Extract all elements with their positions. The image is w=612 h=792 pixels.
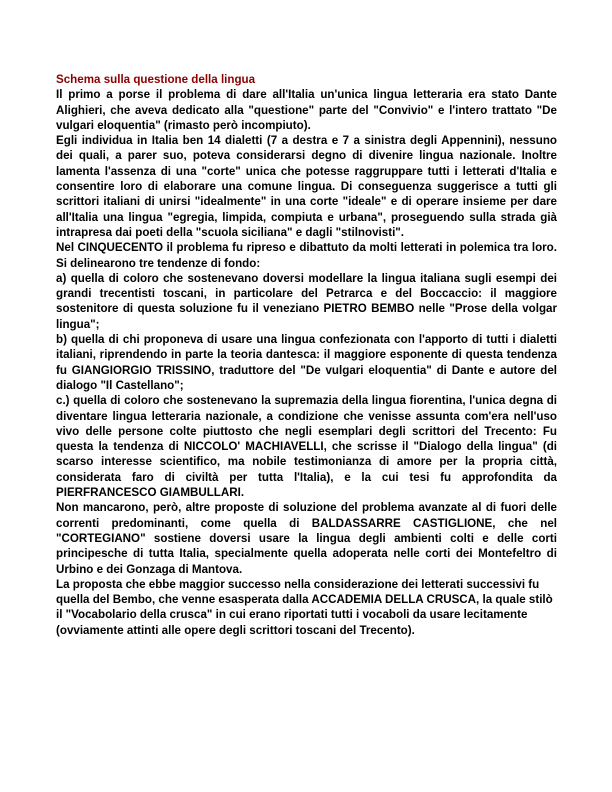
paragraph-castiglione: Non mancarono, però, altre proposte di soluzione del problema avanzate al di fuori delle correnti predominanti, come quella di BALDASSARRE CASTIGLIONE, che nel "CORTEGIANO" sostiene doversi usare la lingua degli ambienti colti e delle corti principesche di tutta Italia, specialmente quella adoperata nelle corti dei Montefeltro di Urbino e dei Gonzaga di Mantova. xyxy=(56,501,557,576)
paragraph-cinquecento: Nel CINQUECENTO il problema fu ripreso e dibattuto da molti letterati in polemica tra loro. Si delinearono tre tendenze di fondo: xyxy=(56,241,557,270)
paragraph-tendenza-c: c.) quella di coloro che sostenevano la supremazia della lingua fiorentina, l'unica degna di diventare lingua letteraria nazionale, a condizione che venisse assunta com'era nell'uso vivo delle persone colte piuttosto che negli esemplari degli scrittori del Trecento: Fu questa la tendenza di NICCOLO' MACHIAVELLI, che scrisse il "Dialogo della lingua" (di scarso interesse scientifico, ma nobile testimonianza di amore per la propria città, considerata faro di civiltà per tutta l'Italia), e la cui tesi fu approfondita da PIERFRANCESCO GIAMBULLARI. xyxy=(56,394,557,500)
paragraph-tendenza-b: b) quella di chi proponeva di usare una lingua confezionata con l'apporto di tutti i dialetti italiani, riprendendo in parte la teoria dantesca: il maggiore esponente di questa tendenza fu GIANGIORGIO TRISSINO, traduttore del "De vulgari eloquentia" di Dante e autore del dialogo "Il Castellano"; xyxy=(56,333,557,392)
document-title: Schema sulla questione della lingua xyxy=(56,73,256,86)
paragraph-dante-intro: Il primo a porse il problema di dare all'Italia un'unica lingua letteraria era stato Dante Alighieri, che aveva dedicato alla "questione" parte del "Convivio" e l'intero trattato "De vulgari eloquentia" (rimasto però incompiuto). xyxy=(56,88,557,132)
paragraph-crusca: La proposta che ebbe maggior successo nella considerazione dei letterati successivi fu quella del Bembo, che venne esasperata dalla ACCADEMIA DELLA CRUSCA, la quale stilò il "Vocabolario della crusca" in cui erano riportati tutti i vocaboli da usare lecitamente (ovviamente attinti alle opere degli scrittori toscani del Trecento). xyxy=(56,577,553,637)
document-body xyxy=(56,72,557,638)
paragraph-tendenza-a: a) quella di coloro che sostenevano doversi modellare la lingua italiana sugli esempi dei grandi trecentisti toscani, in particolare del Petrarca e del Boccaccio: il maggiore sostenitore di questa soluzione fu il veneziano PIETRO BEMBO nelle "Prose della volgar lingua"; xyxy=(56,271,557,331)
paragraph-dialetti: Egli individua in Italia ben 14 dialetti (7 a destra e 7 a sinistra degli Appennini), nessuno dei quali, a parer suo, poteva considerarsi degno di divenire lingua nazionale. Inoltre lamenta l'assenza di una "corte" unica che potesse raggruppare tutti i letterati d'Italia e consentire loro di elaborare una comune lingua. Di conseguenza suggerisce a tutti gli scrittori italiani di unirsi "idealmente" in una corte "ideale" e di operare insieme per dare all'Italia una lingua "egregia, limpida, compiuta e urbana", proseguendo sulla strada già intrapresa dai poeti della "scuola siciliana" e dagli "stilnovisti". xyxy=(56,134,557,239)
